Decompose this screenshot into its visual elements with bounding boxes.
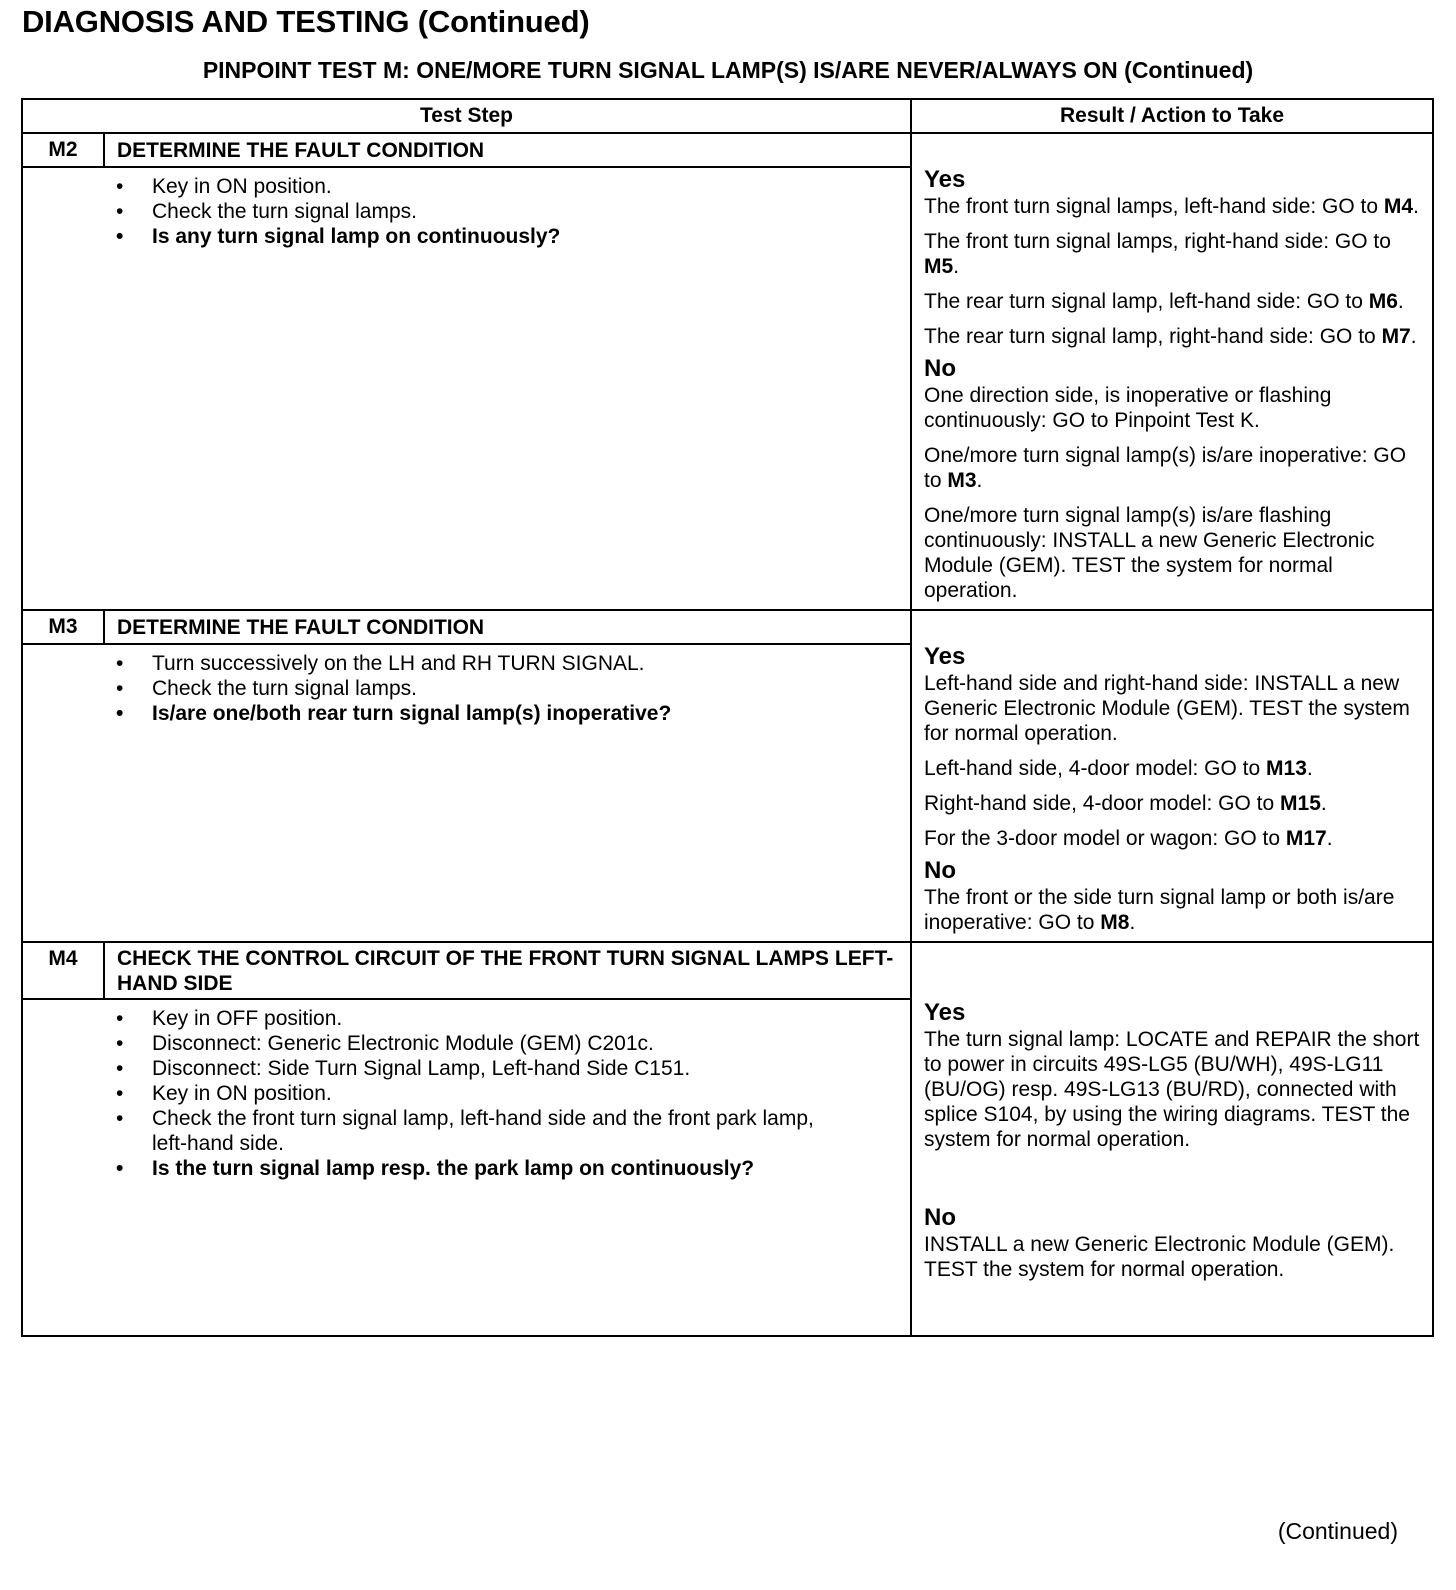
result-item: The rear turn signal lamp, left-hand side: GO to M6. (924, 290, 1404, 313)
step-ref: M15 (1280, 792, 1321, 815)
result-item: The front turn signal lamps, right-hand side: GO to M5. (924, 230, 1391, 278)
pinpoint-test-title: PINPOINT TEST M: ONE/MORE TURN SIGNAL LAMP(S) IS/ARE NEVER/ALWAYS ON (Continued) (202, 57, 1254, 83)
result-item: Left-hand side and right-hand side: INSTALL a new Generic Electronic Module (GEM). TEST the system for normal operation. (924, 672, 1410, 745)
result-item: INSTALL a new Generic Electronic Module (GEM). TEST the system for normal operation. (924, 1233, 1395, 1281)
result-item: The front turn signal lamps, left-hand side: GO to M4. (924, 195, 1419, 218)
instruction-item: • Turn successively on the LH and RH TURN SIGNAL. (116, 651, 898, 676)
step-number-blank (22, 999, 104, 1336)
table-header-row (22, 99, 1433, 133)
result-item: One/more turn signal lamp(s) is/are flashing continuously: INSTALL a new Generic Electronic Module (GEM). TEST the system for normal operation. (924, 504, 1375, 602)
step-number: M2 (22, 133, 104, 167)
result-item: The front or the side turn signal lamp or both is/are inoperative: GO to M8. (924, 886, 1395, 934)
yes-label: Yes (924, 999, 966, 1026)
step-m2-title-row (22, 133, 1433, 167)
instruction-item: • Check the turn signal lamps. (116, 676, 898, 701)
instruction-question: • Is the turn signal lamp resp. the park lamp on continuously? (116, 1156, 898, 1181)
step-ref: M4 (1383, 195, 1414, 218)
step-number-blank (22, 167, 104, 610)
test-step-header: Test Step (22, 99, 911, 133)
result-item: One/more turn signal lamp(s) is/are inoperative: GO to M3. (924, 444, 1407, 492)
instruction-question: • Is any turn signal lamp on continuously? (116, 224, 898, 249)
step-m2-result (911, 133, 1433, 610)
step-ref: M6 (1368, 290, 1398, 313)
result-item: One direction side, is inoperative or flashing continuously: GO to Pinpoint Test K. (924, 384, 1332, 432)
instruction-item: • Key in ON position. (116, 1081, 898, 1106)
instruction-item: • Check the turn signal lamps. (116, 199, 898, 224)
step-ref: M13 (1266, 757, 1307, 780)
instruction-item: • Disconnect: Side Turn Signal Lamp, Left-hand Side C151. (116, 1056, 898, 1081)
step-m3-title-row (22, 610, 1433, 644)
step-instructions (104, 644, 911, 942)
instruction-item: • Key in OFF position. (116, 1006, 898, 1031)
step-title: CHECK THE CONTROL CIRCUIT OF THE FRONT TURN SIGNAL LAMPS LEFT-HAND SIDE (104, 942, 911, 999)
result-item: Left-hand side, 4-door model: GO to M13. (924, 757, 1313, 780)
step-ref: M17 (1285, 827, 1327, 850)
instruction-item: • Disconnect: Generic Electronic Module (GEM) C201c. (116, 1031, 898, 1056)
yes-label: Yes (924, 166, 966, 193)
no-label: No (924, 857, 956, 884)
continued-footer: (Continued) (1277, 1518, 1398, 1544)
result-item: The rear turn signal lamp, right-hand side: GO to M7. (924, 325, 1417, 348)
instruction-question: • Is/are one/both rear turn signal lamp(s) inoperative? (116, 701, 898, 726)
step-ref: M7 (1381, 325, 1411, 348)
step-number: M4 (22, 942, 104, 999)
step-title: DETERMINE THE FAULT CONDITION (104, 133, 911, 167)
pinpoint-test-table (21, 98, 1434, 1337)
instruction-item: • Check the front turn signal lamp, left-hand side and the front park lamp, left-hand side. (116, 1106, 898, 1156)
step-ref: M5 (924, 255, 954, 278)
result-item: For the 3-door model or wagon: GO to M17. (924, 827, 1333, 850)
step-number-blank (22, 644, 104, 942)
step-instructions (104, 167, 911, 610)
no-label: No (924, 355, 956, 382)
step-ref: M3 (947, 469, 977, 492)
page-title: DIAGNOSIS AND TESTING (Continued) (22, 4, 590, 39)
instruction-item: • Key in ON position. (116, 174, 898, 199)
step-instructions (104, 999, 911, 1336)
step-number: M3 (22, 610, 104, 644)
step-m4-result (911, 942, 1433, 1336)
step-title: DETERMINE THE FAULT CONDITION (104, 610, 911, 644)
result-item: Right-hand side, 4-door model: GO to M15. (924, 792, 1327, 815)
step-ref: M8 (1100, 911, 1130, 934)
result-item: The turn signal lamp: LOCATE and REPAIR the short to power in circuits 49S-LG5 (BU/WH), 49S-LG11 (BU/OG) resp. 49S-LG13 (BU/RD), connected with splice S104, by using the wiring diagrams. TEST the system for normal operation. (924, 1028, 1420, 1151)
step-m3-result (911, 610, 1433, 942)
result-action-header: Result / Action to Take (911, 99, 1433, 133)
step-m4-title-row (22, 942, 1433, 999)
no-label: No (924, 1204, 956, 1231)
yes-label: Yes (924, 643, 966, 670)
